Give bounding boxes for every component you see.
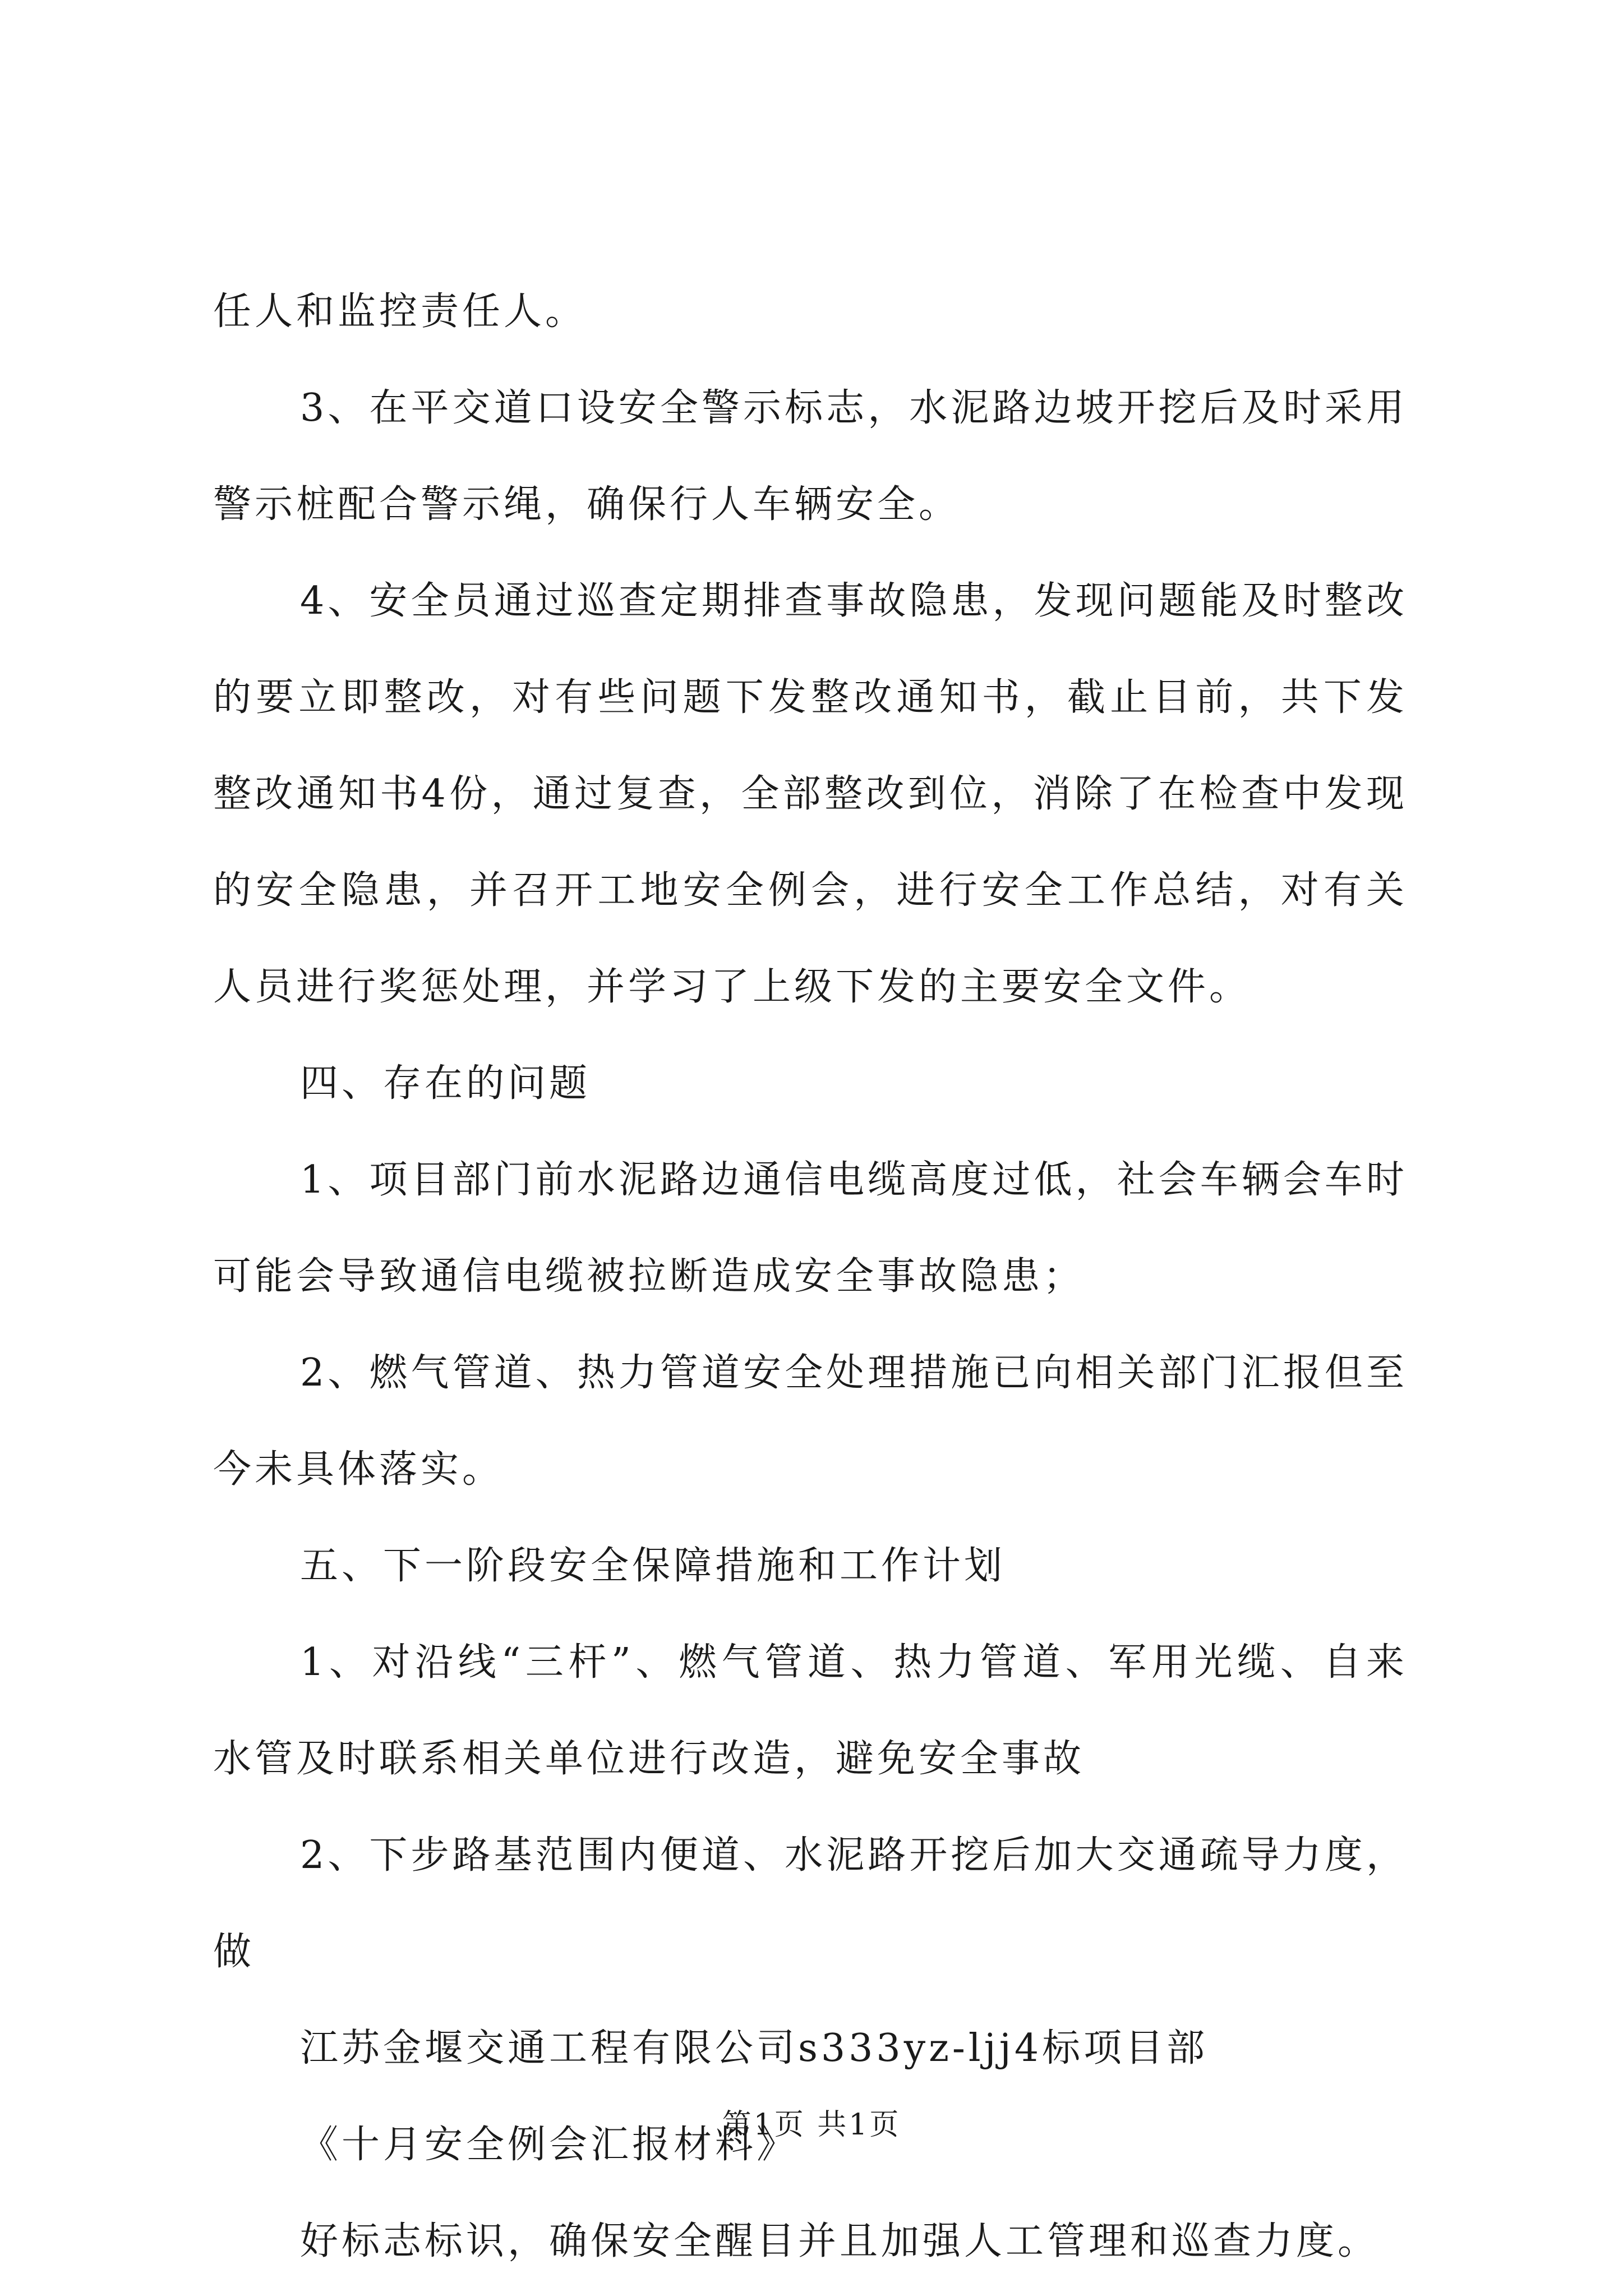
company-line: 江苏金堰交通工程有限公司s333yz-ljj4标项目部 [300, 2026, 1209, 2070]
paragraph-plan-1: 1、对沿线“三杆”、燃气管道、热力管道、军用光缆、自来水管及时联系相关单位进行改造，避免安全事故 [213, 1640, 1408, 1781]
page-footer: 第1页 共1页 [722, 2108, 901, 2142]
document-title-line: 《十月安全例会汇报材料》 [300, 2123, 799, 2167]
paragraph-problem-1: 1、项目部门前水泥路边通信电缆高度过低，社会车辆会车时可能会导致通信电缆被拉断造成安全事故隐患； [213, 1158, 1408, 1299]
paragraph-closing: 好标志标识，确保安全醒目并且加强人工管理和巡查力度。 [300, 2219, 1380, 2263]
section-heading-problems: 四、存在的问题 [300, 1061, 591, 1106]
paragraph-plan-2: 2、下步路基范围内便道、水泥路开挖后加大交通疏导力度，做 [213, 1833, 1408, 1974]
section-heading-next-plan: 五、下一阶段安全保障措施和工作计划 [300, 1544, 1006, 1588]
paragraph-problem-2: 2、燃气管道、热力管道安全处理措施已向相关部门汇报但至今未具体落实。 [213, 1351, 1408, 1492]
paragraph-2: 3、在平交道口设安全警示标志，水泥路边坡开挖后及时采用警示桩配合警示绳，确保行人车辆安全。 [213, 386, 1408, 527]
paragraph-1: 任人和监控责任人。 [213, 289, 587, 334]
document-body [213, 264, 1408, 2290]
paragraph-3: 4、安全员通过巡查定期排查事故隐患，发现问题能及时整改的要立即整改，对有些问题下发整改通知书，截止目前，共下发整改通知书4份，通过复查，全部整改到位，消除了在检查中发现的安全隐患，并召开工地安全例会，进行安全工作总结，对有关人员进行奖惩处理，并学习了上级下发的主要安全文件。 [213, 579, 1408, 1009]
